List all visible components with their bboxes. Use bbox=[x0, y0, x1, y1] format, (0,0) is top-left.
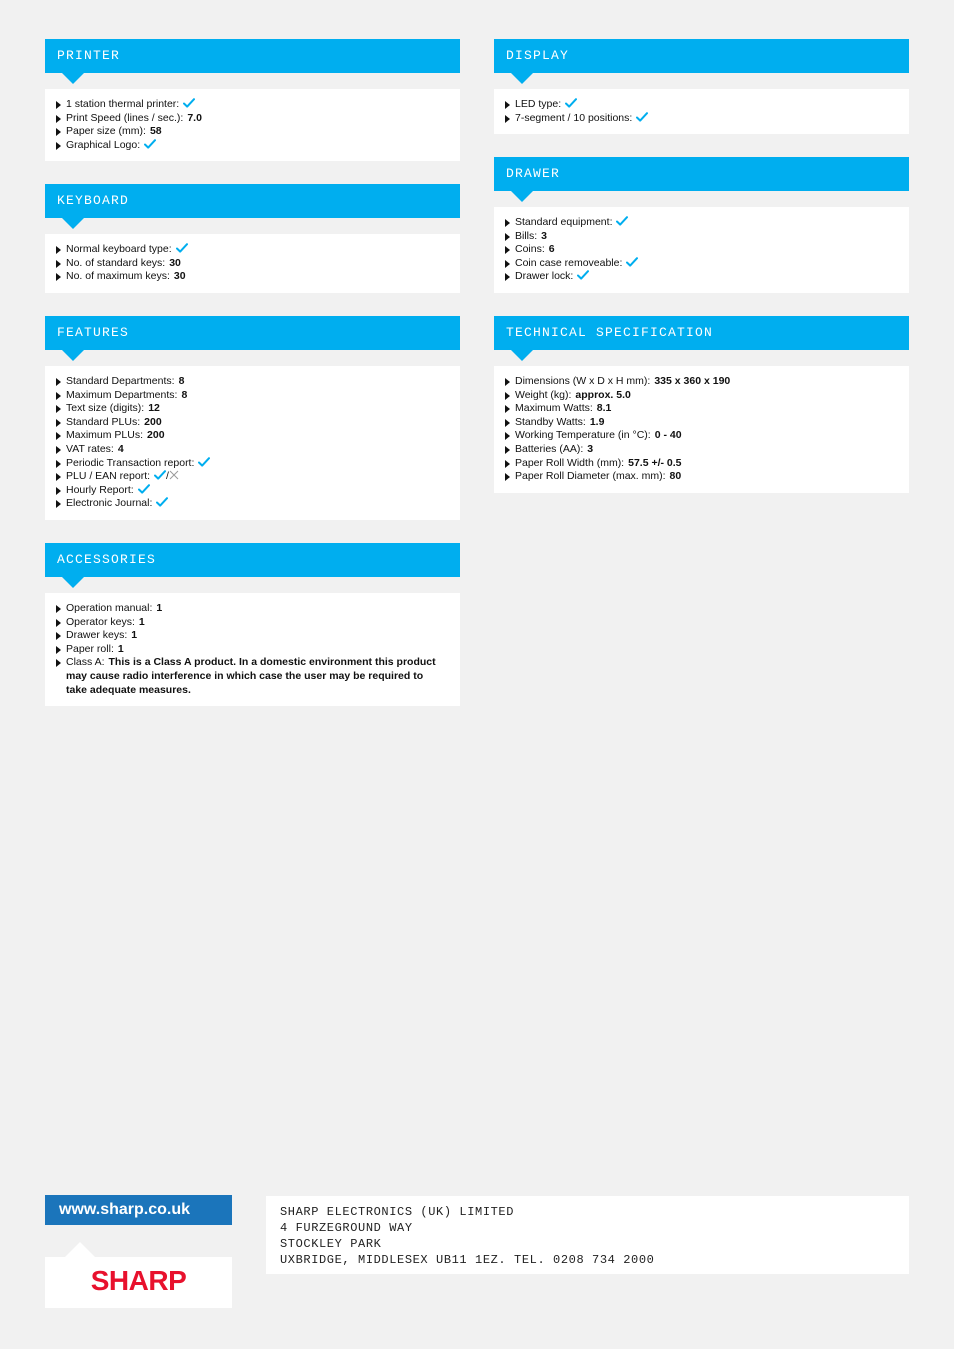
spec-value: 0 - 40 bbox=[654, 429, 682, 442]
spec-item bbox=[56, 629, 436, 643]
spec-label: Coin case removeable: bbox=[515, 256, 623, 269]
spec-item bbox=[56, 112, 450, 126]
spec-item bbox=[505, 429, 899, 443]
printer-header: PRINTER bbox=[45, 39, 460, 73]
spec-label: Periodic Transaction report: bbox=[66, 456, 195, 469]
spec-item bbox=[505, 243, 899, 257]
spec-label: No. of maximum keys: bbox=[66, 270, 170, 283]
spec-label: Operator keys: bbox=[66, 615, 135, 628]
address-line: UXBRIDGE, MIDDLESEX UB11 1EZ. TEL. 0208 734 2000 bbox=[280, 1253, 655, 1267]
drawer-header: DRAWER bbox=[494, 157, 909, 191]
spec-item bbox=[56, 139, 450, 153]
spec-label: Standard PLUs: bbox=[66, 415, 141, 428]
spec-value: 8 bbox=[178, 375, 185, 387]
accessories-body bbox=[45, 593, 460, 706]
check-icon bbox=[154, 470, 166, 480]
spec-label: Electronic Journal: bbox=[66, 497, 153, 510]
sharp-logo: SHARP bbox=[90, 1265, 187, 1296]
spec-item bbox=[56, 443, 450, 457]
display-body bbox=[494, 89, 909, 134]
display-list bbox=[505, 98, 899, 125]
technical-header: TECHNICAL SPECIFICATION bbox=[494, 316, 909, 350]
spec-value: 1 bbox=[156, 602, 163, 614]
printer-list bbox=[56, 98, 450, 152]
spec-label: No. of standard keys: bbox=[66, 256, 166, 269]
features-body bbox=[45, 366, 460, 520]
printer-section bbox=[45, 39, 460, 161]
spec-value: 30 bbox=[173, 270, 186, 283]
spec-value: 1 bbox=[131, 629, 138, 642]
spec-label: Working Temperature (in °C): bbox=[515, 429, 651, 442]
check-icon bbox=[144, 139, 156, 149]
spec-label: Maximum Departments: bbox=[66, 388, 178, 401]
check-icon bbox=[577, 270, 589, 280]
spec-value: 3 bbox=[541, 229, 548, 242]
features-section bbox=[45, 316, 460, 520]
spec-label: Print Speed (lines / sec.): bbox=[66, 111, 184, 124]
spec-value: 58 bbox=[149, 125, 162, 138]
spec-item bbox=[56, 616, 436, 630]
spec-item bbox=[56, 470, 450, 484]
spec-label: Dimensions (W x D x H mm): bbox=[515, 375, 651, 387]
spec-value: 7.0 bbox=[187, 111, 202, 124]
spec-label: Drawer keys: bbox=[66, 629, 128, 642]
spec-item bbox=[505, 230, 899, 244]
spec-item bbox=[56, 457, 450, 471]
spec-value: 4 bbox=[117, 442, 124, 455]
spec-label: Paper size (mm): bbox=[66, 125, 146, 138]
spec-value: 1 bbox=[117, 642, 124, 655]
spec-value: 57.5 +/- 0.5 bbox=[628, 456, 682, 469]
spec-label: Text size (digits): bbox=[66, 402, 145, 415]
spec-label: LED type: bbox=[515, 98, 562, 110]
address-block bbox=[266, 1196, 909, 1274]
spec-label: Weight (kg): bbox=[515, 388, 572, 401]
technical-section bbox=[494, 316, 909, 493]
accessories-header: ACCESSORIES bbox=[45, 543, 460, 577]
spec-value: 8 bbox=[181, 388, 188, 401]
spec-label: Standby Watts: bbox=[515, 415, 586, 428]
spec-label: Operation manual: bbox=[66, 602, 153, 614]
spec-item bbox=[505, 416, 899, 430]
check-icon bbox=[183, 98, 195, 108]
spec-value: 200 bbox=[144, 415, 162, 428]
spec-label: Standard Departments: bbox=[66, 375, 175, 387]
spec-label: Bills: bbox=[515, 229, 538, 242]
spec-label: Maximum PLUs: bbox=[66, 429, 144, 442]
spec-item bbox=[505, 457, 899, 471]
features-header: FEATURES bbox=[45, 316, 460, 350]
spec-item bbox=[56, 125, 450, 139]
technical-body bbox=[494, 366, 909, 493]
spec-value: 335 x 360 x 190 bbox=[654, 375, 731, 387]
check-icon bbox=[636, 112, 648, 122]
technical-list bbox=[505, 375, 899, 484]
keyboard-list bbox=[56, 243, 450, 284]
spec-item bbox=[505, 402, 899, 416]
spec-value: 6 bbox=[548, 243, 555, 256]
logo-box bbox=[45, 1257, 232, 1308]
spec-value: approx. 5.0 bbox=[575, 388, 631, 401]
spec-label: Normal keyboard type: bbox=[66, 243, 172, 255]
spec-label: 7-segment / 10 positions: bbox=[515, 111, 633, 124]
drawer-section bbox=[494, 157, 909, 293]
spec-item bbox=[56, 429, 450, 443]
spec-label: Class A: bbox=[66, 656, 105, 669]
spec-value: 200 bbox=[147, 429, 165, 442]
spec-label: Coins: bbox=[515, 243, 545, 256]
printer-body bbox=[45, 89, 460, 161]
spec-value: 12 bbox=[148, 402, 160, 415]
spec-item bbox=[56, 602, 436, 616]
features-list bbox=[56, 375, 450, 511]
spec-label: VAT rates: bbox=[66, 442, 114, 455]
spec-label: Paper Roll Diameter (max. mm): bbox=[515, 470, 666, 483]
spec-value: 80 bbox=[669, 470, 682, 483]
spec-item bbox=[56, 98, 450, 112]
spec-item bbox=[56, 389, 450, 403]
spec-item bbox=[56, 270, 450, 284]
drawer-list bbox=[505, 216, 899, 284]
accessories-list bbox=[56, 602, 436, 697]
check-icon bbox=[176, 243, 188, 253]
spec-item bbox=[56, 643, 436, 657]
website-link[interactable]: www.sharp.co.uk bbox=[45, 1195, 232, 1225]
spec-label: Batteries (AA): bbox=[515, 442, 584, 455]
spec-item bbox=[505, 98, 899, 112]
address-line: 4 FURZEGROUND WAY bbox=[280, 1221, 413, 1235]
spec-item bbox=[56, 375, 450, 389]
address-line: SHARP ELECTRONICS (UK) LIMITED bbox=[280, 1205, 515, 1219]
spec-item bbox=[56, 656, 436, 697]
slash-separator: / bbox=[166, 470, 169, 483]
check-icon bbox=[198, 457, 210, 467]
spec-item bbox=[56, 416, 450, 430]
accessories-section bbox=[45, 543, 460, 706]
check-icon bbox=[565, 98, 577, 108]
display-header: DISPLAY bbox=[494, 39, 909, 73]
spec-item bbox=[505, 443, 899, 457]
spec-value: 3 bbox=[587, 442, 594, 455]
spec-item bbox=[56, 402, 450, 416]
check-icon bbox=[156, 497, 168, 507]
spec-value: 8.1 bbox=[596, 402, 612, 415]
check-icon bbox=[138, 484, 150, 494]
spec-item bbox=[56, 497, 450, 511]
address-line: STOCKLEY PARK bbox=[280, 1237, 382, 1251]
display-section bbox=[494, 39, 909, 134]
spec-label: 1 station thermal printer: bbox=[66, 98, 180, 110]
spec-label: Standard equipment: bbox=[515, 216, 613, 228]
spec-item bbox=[505, 270, 899, 284]
spec-item bbox=[56, 484, 450, 498]
spec-item bbox=[56, 257, 450, 271]
keyboard-section bbox=[45, 184, 460, 293]
spec-item bbox=[505, 375, 899, 389]
spec-label: Drawer lock: bbox=[515, 270, 574, 283]
spec-value: 30 bbox=[169, 256, 181, 269]
spec-item bbox=[505, 389, 899, 403]
spec-item bbox=[56, 243, 450, 257]
spec-label: Hourly Report: bbox=[66, 483, 134, 496]
spec-label: Paper roll: bbox=[66, 642, 114, 655]
cross-icon bbox=[169, 470, 179, 480]
spec-item bbox=[505, 470, 899, 484]
drawer-body bbox=[494, 207, 909, 293]
spec-item bbox=[505, 216, 899, 230]
spec-value: 1.9 bbox=[589, 415, 605, 428]
spec-value: This is a Class A product. In a domestic environment this product may cause radio interference in which case the user may be required to take adequate measures. bbox=[66, 656, 436, 696]
spec-label: Graphical Logo: bbox=[66, 138, 141, 151]
check-icon bbox=[616, 216, 628, 226]
spec-label: Maximum Watts: bbox=[515, 402, 593, 415]
keyboard-header: KEYBOARD bbox=[45, 184, 460, 218]
spec-label: Paper Roll Width (mm): bbox=[515, 456, 625, 469]
keyboard-body bbox=[45, 234, 460, 293]
check-icon bbox=[626, 257, 638, 267]
spec-label: PLU / EAN report: bbox=[66, 470, 151, 483]
spec-item bbox=[505, 257, 899, 271]
spec-item bbox=[505, 112, 899, 126]
spec-value: 1 bbox=[138, 615, 145, 628]
